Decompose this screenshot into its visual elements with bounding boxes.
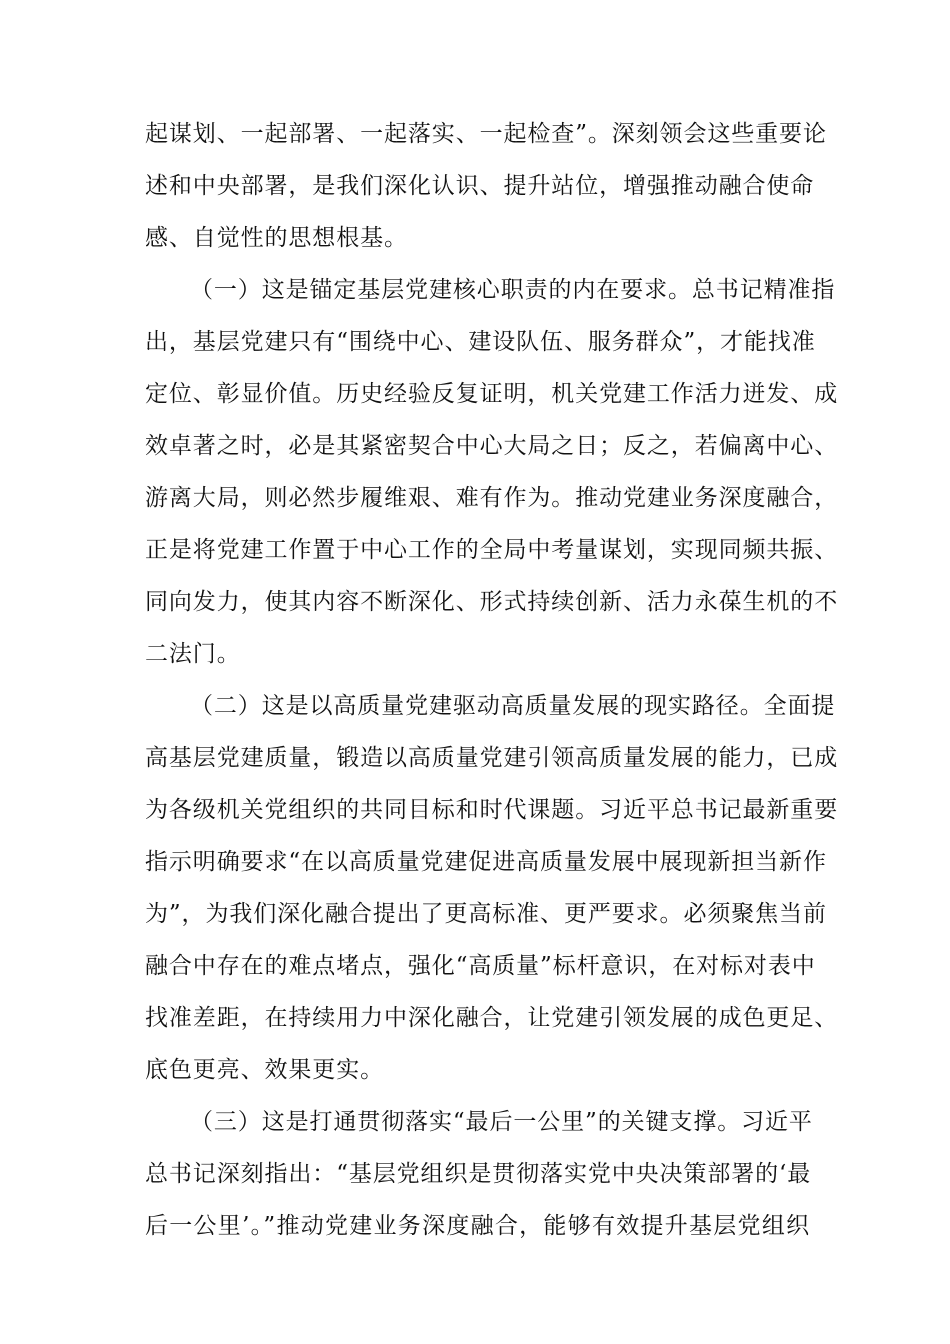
text-line: 指示明确要求“在以高质量党建促进高质量发展中展现新担当新作 bbox=[145, 849, 827, 875]
text-line: 后一公里’。”推动党建业务深度融合，能够有效提升基层党组织 bbox=[145, 1213, 810, 1239]
text-line: 为”，为我们深化融合提出了更高标准、更严要求。必须聚焦当前 bbox=[145, 901, 827, 927]
text-line: 效卓著之时，必是其紧密契合中心大局之日；反之，若偏离中心、 bbox=[145, 433, 839, 459]
text-line: 定位、彰显价值。历史经验反复证明，机关党建工作活力迸发、成 bbox=[145, 381, 839, 407]
paragraph-heading-line: （二）这是以高质量党建驱动高质量发展的现实路径。全面提 bbox=[190, 693, 836, 719]
text-line: 融合中存在的难点堵点，强化“高质量”标杆意识，在对标对表中 bbox=[145, 953, 816, 979]
text-line: 述和中央部署，是我们深化认识、提升站位，增强推动融合使命 bbox=[145, 173, 815, 199]
text-line: 底色更亮、效果更实。 bbox=[145, 1057, 384, 1083]
text-line: 找准差距，在持续用力中深化融合，让党建引领发展的成色更足、 bbox=[145, 1005, 839, 1031]
text-line: 出，基层党建只有“围绕中心、建设队伍、服务群众”，才能找准 bbox=[145, 329, 816, 355]
paragraph-heading-line: （三）这是打通贯彻落实“最后一公里”的关键支撑。习近平 bbox=[190, 1109, 813, 1135]
paragraph-heading-line: （一）这是锚定基层党建核心职责的内在要求。总书记精准指 bbox=[190, 277, 836, 303]
text-line: 游离大局，则必然步履维艰、难有作为。推动党建业务深度融合， bbox=[145, 485, 839, 511]
text-line: 起谋划、一起部署、一起落实、一起检查”。深刻领会这些重要论 bbox=[145, 121, 827, 147]
text-line: 总书记深刻指出：“基层党组织是贯彻落实党中央决策部署的‘最 bbox=[145, 1161, 812, 1187]
text-line: 感、自觉性的思想根基。 bbox=[145, 225, 408, 251]
text-line: 同向发力，使其内容不断深化、形式持续创新、活力永葆生机的不 bbox=[145, 589, 839, 615]
text-line: 正是将党建工作置于中心工作的全局中考量谋划，实现同频共振、 bbox=[145, 537, 839, 563]
text-line: 二法门。 bbox=[145, 641, 241, 667]
text-line: 高基层党建质量，锻造以高质量党建引领高质量发展的能力，已成 bbox=[145, 745, 839, 771]
text-line: 为各级机关党组织的共同目标和时代课题。习近平总书记最新重要 bbox=[145, 797, 839, 823]
